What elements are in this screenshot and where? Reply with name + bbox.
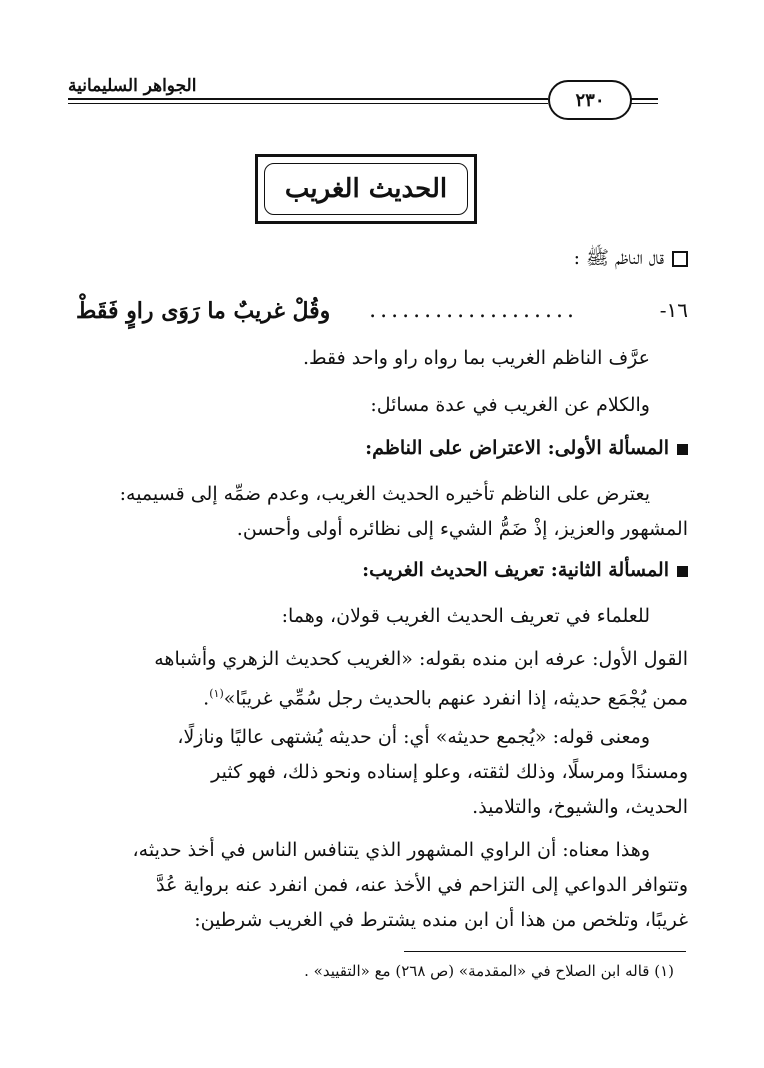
footnote-divider	[404, 951, 686, 952]
paragraph-line: ممن يُجْمَع حديثه، إذا انفرد عنهم بالحديث رجل سُمِّي غريبًا»$^{(١)}$.	[203, 687, 688, 710]
header-rule	[68, 103, 548, 104]
header-rule	[68, 98, 548, 100]
verse-dots: ...................	[369, 298, 578, 323]
book-title: الجواهر السليمانية	[68, 76, 197, 96]
paragraph-line: غريبًا، وتلخص من هذا أن ابن منده يشترط في الغريب شرطين:	[194, 909, 688, 931]
page-number: ٢٣٠	[548, 80, 632, 120]
paragraph-line: المشهور والعزيز، إذْ ضَمُّ الشيء إلى نظائره أولى وأحسن.	[236, 518, 688, 540]
header-rule	[628, 103, 658, 104]
intro-text: قال الناظم ﷺ :	[573, 247, 664, 269]
paragraph-line: ومسندًا ومرسلًا، وذلك لثقته، وعلو إسناده ونحو ذلك، فهو كثير	[211, 761, 688, 783]
solid-square-icon	[677, 566, 688, 577]
paragraph-line: الحديث، والشيوخ، والتلاميذ.	[472, 796, 688, 818]
verse-line	[76, 298, 688, 330]
verse-number: ١٦-	[659, 298, 688, 322]
paragraph-line: عرَّف الناظم الغريب بما رواه راو واحد فقط.	[302, 347, 650, 369]
paragraph-line: يعترض على الناظم تأخيره الحديث الغريب، وعدم ضمِّه إلى قسيميه:	[119, 483, 650, 505]
section-heading	[362, 556, 688, 584]
paragraph-line: للعلماء في تعريف الحديث الغريب قولان، وهما:	[281, 605, 650, 627]
header-rule	[628, 98, 658, 100]
paragraph-line: ومعنى قوله: «يُجمع حديثه» أي: أن حديثه يُشتهى عاليًا ونازلًا،	[177, 726, 650, 748]
solid-square-icon	[677, 444, 688, 455]
verse-text: وقُلْ غريبٌ ما رَوَى راوٍ فَقَطْ	[76, 298, 331, 324]
section-heading-text: المسألة الثانية: تعريف الحديث الغريب:	[362, 559, 669, 581]
intro-line	[574, 244, 688, 272]
paragraph-line: القول الأول: عرفه ابن منده بقوله: «الغريب كحديث الزهري وأشباهه	[154, 648, 688, 670]
paragraph-line: والكلام عن الغريب في عدة مسائل:	[370, 394, 650, 416]
chapter-title-box	[255, 154, 477, 224]
chapter-title: الحديث الغريب	[264, 163, 468, 215]
section-heading	[365, 434, 688, 462]
footnote: (١) قاله ابن الصلاح في «المقدمة» (ص ٢٦٨) مع «التقييد» .	[304, 962, 674, 980]
paragraph-line: وتتوافر الدواعي إلى التزاحم في الأخذ عنه، فمن انفرد عنه برواية عُدَّ	[156, 874, 688, 896]
footnote-marker: (١)	[209, 687, 224, 700]
paragraph-line: وهذا معناه: أن الراوي المشهور الذي يتنافس الناس في أخذ حديثه،	[132, 839, 650, 861]
section-heading-text: المسألة الأولى: الاعتراض على الناظم:	[365, 437, 669, 459]
quote-text: ممن يُجْمَع حديثه، إذا انفرد عنهم بالحديث رجل سُمِّي غريبًا»	[223, 687, 688, 710]
hollow-square-icon	[672, 251, 688, 267]
page-header	[0, 76, 764, 116]
